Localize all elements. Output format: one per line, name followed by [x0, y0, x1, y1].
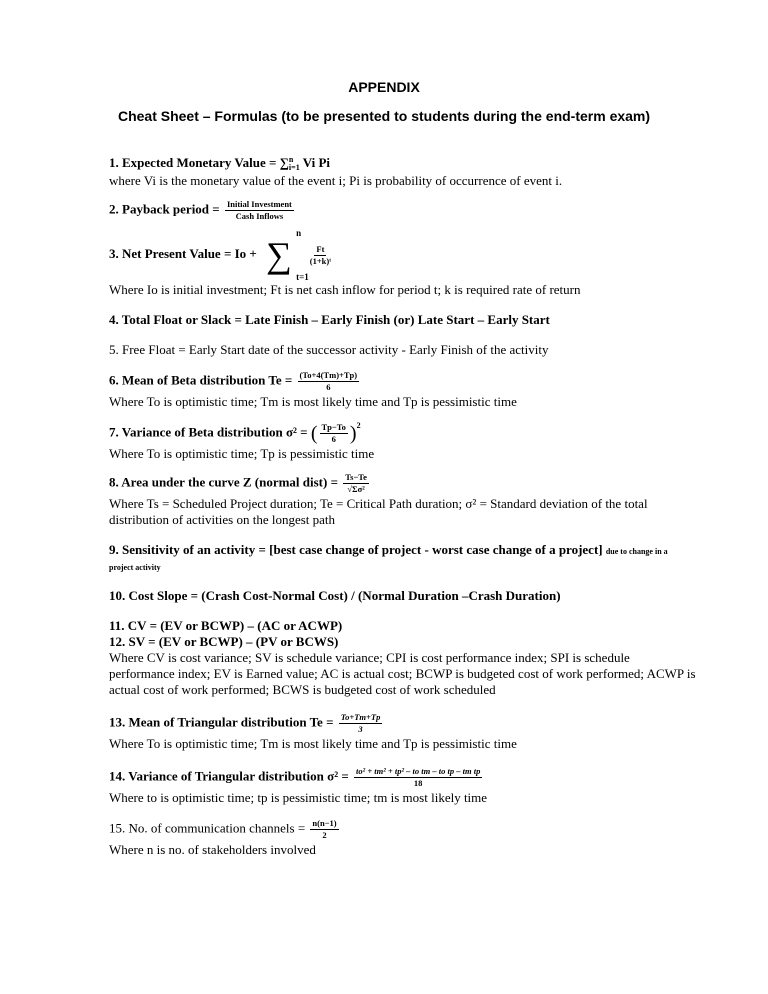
- formula-12-desc-3: actual cost of work performed; BCWS is budgeted cost of work scheduled: [109, 682, 496, 698]
- formula-8-desc-2: distribution of activities on the longest path: [109, 512, 336, 528]
- formula-4: 4. Total Float or Slack = Late Finish – Early Finish (or) Late Start – Early Start: [109, 312, 550, 328]
- formula-5: 5. Free Float = Early Start date of the successor activity - Early Finish of the activity: [109, 342, 549, 358]
- formula-14: 14. Variance of Triangular distribution σ² = $\frac{\text{to² + tm² + tp² – to tm – to tp – tm tp}}{18}$: [109, 766, 481, 789]
- formula-12-desc-2: performance index; EV is Earned value; AC is actual cost; BCWP is budgeted cost of work performed; ACWP is: [109, 666, 696, 682]
- formula-10: 10. Cost Slope = (Crash Cost-Normal Cost) / (Normal Duration –Crash Duration): [109, 588, 561, 604]
- formula-12: 12. SV = (EV or BCWP) – (PV or BCWS): [109, 634, 339, 650]
- formula-15: 15. No. of communication channels = $\frac{n(n-1)}{2}$: [109, 818, 337, 841]
- formula-12-desc-1: Where CV is cost variance; SV is schedule variance; CPI is cost performance index; SPI is schedule: [109, 650, 630, 666]
- formula-14-desc: Where to is optimistic time; tp is pessimistic time; tm is most likely time: [109, 790, 488, 806]
- formula-9-small: project activity: [109, 563, 161, 573]
- formula-1-desc: where Vi is the monetary value of the event i; Pi is probability of occurrence of event i.: [109, 173, 563, 189]
- formula-3: 3. Net Present Value = Io + n ∑ $\frac{Ft}{\text{(1+k)ᵗ}}$ t=1: [109, 228, 332, 283]
- formula-1: 1. Expected Monetary Value = ∑ n i=1 Vi Pi: [109, 155, 331, 173]
- formula-9: 9. Sensitivity of an activity = [best case change of project - worst case change of a project] due to change in a: [109, 542, 668, 558]
- formula-13-desc: Where To is optimistic time; Tm is most likely time and Tp is pessimistic time: [109, 736, 517, 752]
- formula-2: 2. Payback period = $\frac{\text{Initial Investment}}{\text{Cash Inflows}}$: [109, 199, 292, 222]
- formula-6: 6. Mean of Beta distribution Te = $\frac{(To+4(Tm)+Tp)}{6}$: [109, 370, 358, 393]
- formula-7-desc: Where To is optimistic time; Tp is pessimistic time: [109, 446, 375, 462]
- formula-13: 13. Mean of Triangular distribution Te = $\frac{To+Tm+Tp}{3}$: [109, 712, 381, 735]
- formula-7: 7. Variance of Beta distribution σ² = ( $\frac{Tp-To}{6}$ )$^2$: [109, 420, 361, 445]
- formula-11: 11. CV = (EV or BCWP) – (AC or ACWP): [109, 618, 343, 634]
- formula-15-desc: Where n is no. of stakeholders involved: [109, 842, 316, 858]
- formula-8: 8. Area under the curve Z (normal dist) = $\frac{Ts-Te}{\text{√Σσ²}}$: [109, 472, 367, 495]
- page-title: APPENDIX: [348, 79, 420, 95]
- page-subtitle: Cheat Sheet – Formulas (to be presented to students during the end-term exam): [117, 108, 651, 124]
- formula-3-desc: Where Io is initial investment; Ft is net cash inflow for period t; k is required rate of return: [109, 282, 581, 298]
- formula-6-desc: Where To is optimistic time; Tm is most likely time and Tp is pessimistic time: [109, 394, 517, 410]
- formula-8-desc-1: Where Ts = Scheduled Project duration; Te = Critical Path duration; σ² = Standard deviation of the total: [109, 496, 648, 512]
